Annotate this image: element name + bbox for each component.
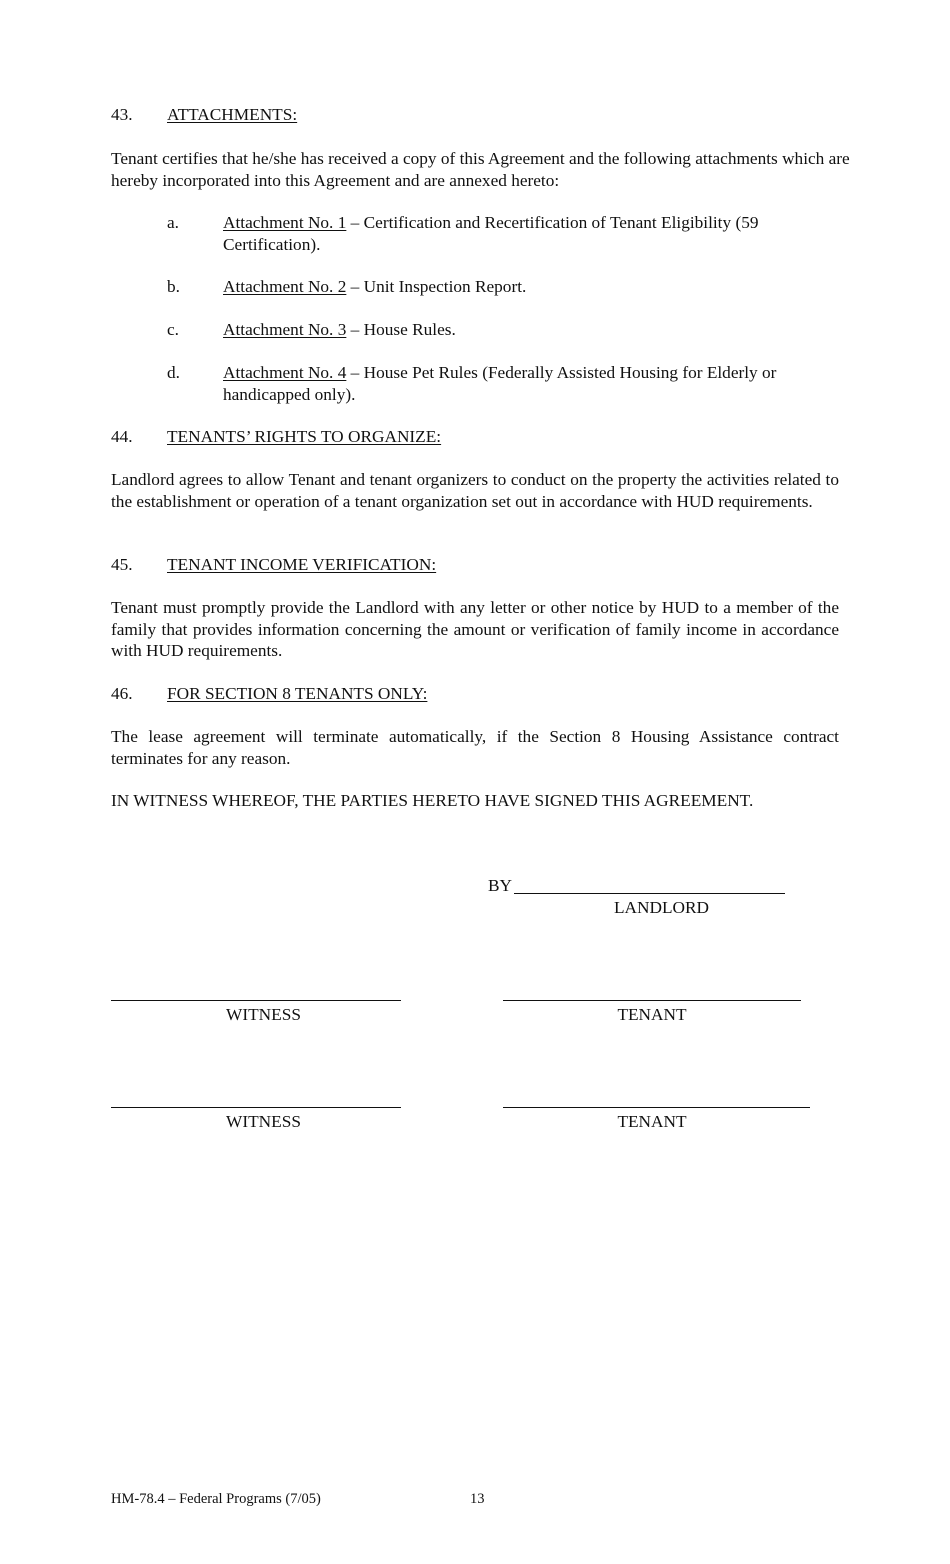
attachment-b-letter: b. bbox=[167, 277, 180, 296]
tenant-1-signature-line[interactable] bbox=[503, 1000, 801, 1001]
section-45-heading: TENANT INCOME VERIFICATION: bbox=[167, 555, 437, 574]
witness-1-signature-line[interactable] bbox=[111, 1000, 401, 1001]
footer-form-id: HM-78.4 – Federal Programs (7/05) bbox=[111, 1491, 321, 1507]
landlord-signature-line[interactable] bbox=[514, 893, 785, 894]
section-44-number: 44. bbox=[111, 427, 133, 446]
attachment-b-description: – Unit Inspection Report. bbox=[346, 277, 527, 296]
by-label: BY bbox=[488, 876, 513, 895]
attachment-a-title: Attachment No. 1 bbox=[223, 213, 347, 232]
attachment-c-letter: c. bbox=[167, 320, 179, 339]
section-44-body: Landlord agrees to allow Tenant and tenant organizers to conduct on the property the activities related to the establishment or operation of a tenant organization set out in accordance with HUD requirements. bbox=[111, 470, 839, 511]
witness-1-label: WITNESS bbox=[226, 1005, 301, 1024]
section-45-number: 45. bbox=[111, 555, 133, 574]
witness-statement: IN WITNESS WHEREOF, THE PARTIES HERETO HAVE SIGNED THIS AGREEMENT. bbox=[111, 791, 754, 810]
section-46-number: 46. bbox=[111, 684, 133, 703]
landlord-label: LANDLORD bbox=[614, 898, 710, 917]
section-46-heading: FOR SECTION 8 TENANTS ONLY: bbox=[167, 684, 428, 703]
attachment-d-description: – House Pet Rules (Federally Assisted Housing for Elderly or handicapped only). bbox=[223, 363, 777, 404]
attachment-a-letter: a. bbox=[167, 213, 179, 232]
attachment-c-title: Attachment No. 3 bbox=[223, 320, 347, 339]
section-46-body: The lease agreement will terminate automatically, if the Section 8 Housing Assistance contract terminates for any reason. bbox=[111, 727, 839, 768]
attachment-a bbox=[223, 212, 833, 255]
tenant-2-signature-line[interactable] bbox=[503, 1107, 810, 1108]
section-43-heading: ATTACHMENTS: bbox=[167, 105, 298, 124]
attachment-d-title: Attachment No. 4 bbox=[223, 363, 347, 382]
footer-page-number: 13 bbox=[470, 1491, 485, 1507]
section-44-heading: TENANTS’ RIGHTS TO ORGANIZE: bbox=[167, 427, 442, 446]
section-45-body: Tenant must promptly provide the Landlord with any letter or other notice by HUD to a member of the family that provides information concerning the amount or verification of family income in accordance with HUD requirements. bbox=[111, 598, 839, 660]
attachment-a-description: – Certification and Recertification of Tenant Eligibility (59 Certification). bbox=[223, 213, 759, 254]
section-43-body: Tenant certifies that he/she has received a copy of this Agreement and the following attachments which are hereby incorporated into this Agreement and are annexed hereto: bbox=[111, 149, 850, 190]
witness-2-signature-line[interactable] bbox=[111, 1107, 401, 1108]
attachment-c bbox=[223, 319, 833, 341]
witness-2-label: WITNESS bbox=[226, 1112, 301, 1131]
attachment-b-title: Attachment No. 2 bbox=[223, 277, 347, 296]
attachment-c-description: – House Rules. bbox=[346, 320, 456, 339]
section-43-number: 43. bbox=[111, 105, 133, 124]
attachment-d-letter: d. bbox=[167, 363, 180, 382]
attachment-d bbox=[223, 362, 833, 405]
tenant-2-label: TENANT bbox=[617, 1112, 687, 1131]
attachment-b bbox=[223, 276, 833, 298]
tenant-1-label: TENANT bbox=[617, 1005, 687, 1024]
